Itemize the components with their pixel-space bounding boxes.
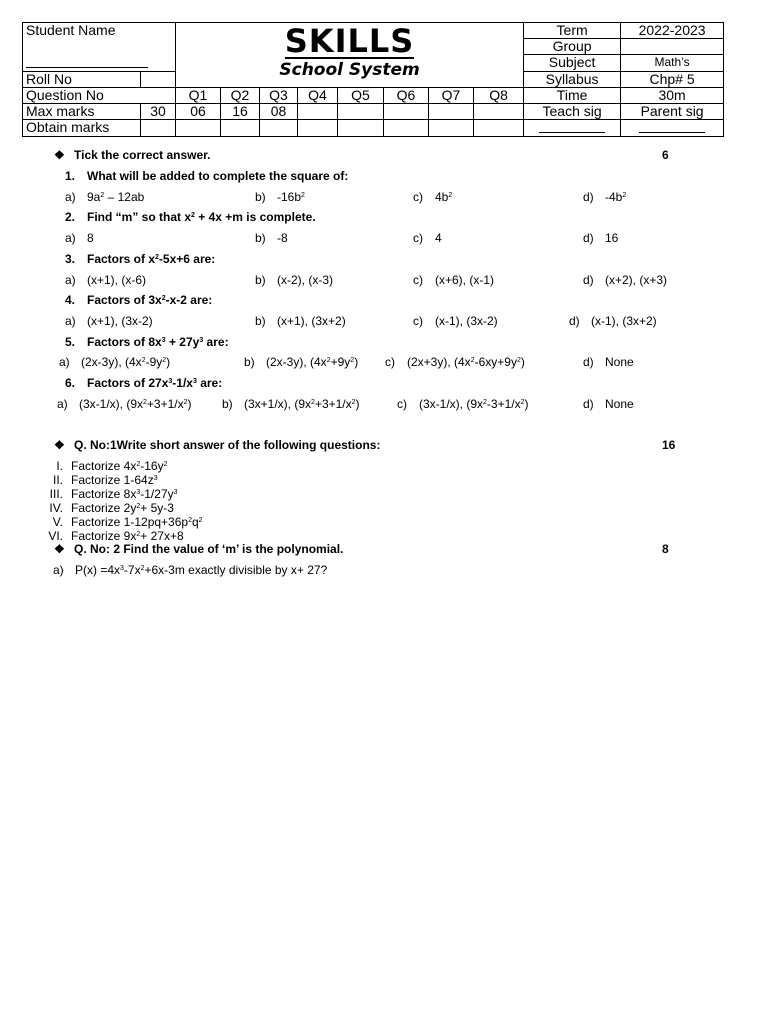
- mcq-option[interactable]: [65, 231, 94, 245]
- question-number: 3.: [65, 252, 76, 266]
- mcq-option[interactable]: [65, 273, 146, 287]
- q-label: Q7: [429, 87, 474, 103]
- mcq-option[interactable]: [413, 273, 494, 287]
- section-mcq-heading: [54, 148, 211, 162]
- short-question-text: Factorize $1-12pq+36p^2q^2$: [71, 515, 203, 529]
- mcq-option[interactable]: [397, 397, 529, 411]
- obtain-q-field[interactable]: [384, 119, 429, 136]
- option-text: (x+2), (x+3): [605, 273, 668, 287]
- section-marks: 16: [662, 438, 676, 452]
- question-text: Find “m” so that $x^2 + 4x +m$ is complete.: [87, 210, 316, 224]
- parent-sig-line: [639, 120, 705, 133]
- option-letter: a): [65, 190, 76, 204]
- short-question: [30, 529, 184, 543]
- student-name-field[interactable]: [23, 39, 176, 55]
- total-max-marks: 30: [141, 103, 176, 119]
- option-letter: b): [255, 231, 266, 245]
- parent-sig-label: Parent sig: [621, 103, 724, 119]
- q-max-marks: 16: [221, 103, 260, 119]
- section-marks: 6: [662, 148, 669, 162]
- q-max-marks: [429, 103, 474, 119]
- q-label: Q5: [338, 87, 384, 103]
- short-question: [30, 515, 203, 529]
- mcq-option[interactable]: [583, 190, 626, 204]
- item-letter: a): [53, 563, 64, 577]
- subject-value: Math’s: [621, 55, 724, 72]
- option-letter: b): [244, 355, 255, 369]
- option-text: $-4b^2$: [605, 190, 627, 204]
- option-letter: c): [413, 314, 423, 328]
- q-label: Q8: [474, 87, 524, 103]
- roman-numeral: II.: [52, 473, 63, 487]
- poly-question: [53, 563, 327, 577]
- roman-numeral: VI.: [48, 529, 63, 543]
- roman-numeral: V.: [52, 515, 63, 529]
- section-title: Tick the correct answer.: [74, 148, 211, 162]
- obtain-marks-label: Obtain marks: [23, 119, 141, 136]
- short-question: [30, 473, 158, 487]
- option-text: (3x+1/x), $(9x^2+3+1/x^2)$: [244, 397, 360, 411]
- q-label: Q4: [298, 87, 338, 103]
- option-letter: a): [65, 314, 76, 328]
- q-label: Q2: [221, 87, 260, 103]
- short-question: [30, 487, 178, 501]
- group-label: Group: [524, 39, 621, 55]
- q-label: Q1: [176, 87, 221, 103]
- obtain-q-field[interactable]: [221, 119, 260, 136]
- mcq-option[interactable]: [385, 355, 525, 369]
- option-text: $-16b^2$: [277, 190, 305, 204]
- mcq-option[interactable]: [583, 273, 667, 287]
- header-table: [22, 22, 724, 137]
- option-text: (x+1), (3x-2): [87, 314, 153, 328]
- mcq-option[interactable]: [413, 190, 452, 204]
- obtain-q-field[interactable]: [260, 119, 298, 136]
- short-question-text: Factorize $2y^2+ 5y-3$: [71, 501, 174, 515]
- roll-no-label: Roll No: [23, 71, 141, 87]
- option-text: $9a^2 - 12ab$: [87, 190, 145, 204]
- roman-numeral: I.: [56, 459, 63, 473]
- section-short-heading: [54, 438, 380, 452]
- group-value[interactable]: [621, 39, 724, 55]
- q-max-marks: 08: [260, 103, 298, 119]
- option-text: None: [605, 355, 634, 369]
- option-letter: a): [59, 355, 70, 369]
- short-question-text: Factorize $9x^2+ 27x+8$: [71, 529, 184, 543]
- diamond-bullet-icon: ❖: [54, 542, 65, 556]
- q-max-marks: [338, 103, 384, 119]
- diamond-bullet-icon: ❖: [54, 148, 65, 162]
- question-text: Factors of $8x^3 + 27y^3$ are:: [87, 335, 229, 349]
- option-text: (x-1), (3x-2): [435, 314, 498, 328]
- option-text: (2x-3y), $(4x^2-9y^2)$: [81, 355, 171, 369]
- option-letter: a): [65, 273, 76, 287]
- option-text: 4: [435, 231, 442, 245]
- option-letter: d): [569, 314, 580, 328]
- poly-question-text: $P(x) =4x^3-7x^2+6x-3m$ exactly divisible by x+ 27?: [75, 563, 328, 577]
- subject-label: Subject: [524, 55, 621, 72]
- student-name-label: Student Name: [23, 23, 176, 39]
- option-text: (3x-1/x), $(9x^2+3+1/x^2)$: [79, 397, 192, 411]
- roll-no-field[interactable]: [141, 71, 176, 87]
- question-text: Factors of $27x^3-1/x^3$ are:: [87, 376, 223, 390]
- option-text: (x-1), (3x+2): [591, 314, 657, 328]
- obtain-q-field[interactable]: [298, 119, 338, 136]
- teach-sig-field[interactable]: [524, 119, 621, 136]
- mcq-question: [65, 376, 222, 390]
- section-title: Q. No: 2 Find the value of ‘m’ is the polynomial.: [74, 542, 344, 556]
- school-subtitle: School System: [279, 60, 420, 80]
- q-max-marks: [298, 103, 338, 119]
- mcq-question: [65, 210, 316, 224]
- option-letter: b): [255, 273, 266, 287]
- section-poly-heading: [54, 542, 343, 556]
- option-letter: c): [413, 190, 423, 204]
- diamond-bullet-icon: ❖: [54, 438, 65, 452]
- option-text: (x+1), (3x+2): [277, 314, 346, 328]
- obtain-q-field[interactable]: [429, 119, 474, 136]
- question-number: 2.: [65, 210, 76, 224]
- mcq-question: [65, 252, 215, 266]
- option-letter: d): [583, 190, 594, 204]
- mcq-option[interactable]: [255, 314, 346, 328]
- mcq-option[interactable]: [583, 231, 618, 245]
- school-title: SKILLS: [284, 22, 415, 60]
- mcq-option[interactable]: [583, 397, 634, 411]
- teach-sig-line: [539, 120, 605, 133]
- school-logo: [176, 23, 524, 88]
- time-value: 30m: [621, 87, 724, 103]
- question-number: 5.: [65, 335, 76, 349]
- section-marks: 8: [662, 542, 669, 556]
- mcq-question: [65, 169, 348, 183]
- mcq-option[interactable]: [57, 397, 192, 411]
- option-text: $4b^2$: [435, 190, 453, 204]
- student-name-underline-cell[interactable]: [23, 55, 176, 72]
- mcq-option[interactable]: [255, 231, 288, 245]
- option-letter: c): [413, 273, 423, 287]
- term-label: Term: [524, 23, 621, 39]
- q-max-marks: [474, 103, 524, 119]
- option-letter: b): [222, 397, 233, 411]
- question-text: What will be added to complete the square of:: [87, 169, 349, 183]
- question-number: 4.: [65, 293, 76, 307]
- question-number: 6.: [65, 376, 76, 390]
- mcq-option[interactable]: [583, 355, 634, 369]
- short-question: [30, 459, 168, 473]
- option-text: (x+6), (x-1): [435, 273, 495, 287]
- option-text: (2x+3y), $(4x^2-6xy+9y^2)$: [407, 355, 525, 369]
- short-question-text: Factorize $1-64z^3$: [71, 473, 158, 487]
- option-letter: d): [583, 273, 594, 287]
- mcq-option[interactable]: [65, 314, 153, 328]
- option-letter: b): [255, 314, 266, 328]
- roman-numeral: IV.: [49, 501, 63, 515]
- option-text: (2x-3y), $(4x^2+9y^2)$: [266, 355, 359, 369]
- option-letter: d): [583, 231, 594, 245]
- option-text: (3x-1/x), $(9x^2-3+1/x^2)$: [419, 397, 529, 411]
- option-text: None: [605, 397, 634, 411]
- option-letter: a): [57, 397, 68, 411]
- option-letter: c): [413, 231, 423, 245]
- mcq-option[interactable]: [413, 231, 442, 245]
- section-title: Q. No:1Write short answer of the following questions:: [74, 438, 381, 452]
- student-name-underline: [26, 55, 148, 68]
- mcq-option[interactable]: [255, 273, 333, 287]
- syllabus-label: Syllabus: [524, 71, 621, 87]
- parent-sig-field[interactable]: [621, 119, 724, 136]
- mcq-option[interactable]: [59, 355, 170, 369]
- mcq-question: [65, 293, 212, 307]
- mcq-option[interactable]: [569, 314, 657, 328]
- mcq-option[interactable]: [244, 355, 358, 369]
- mcq-option[interactable]: [65, 190, 144, 204]
- option-letter: a): [65, 231, 76, 245]
- short-question-text: Factorize $4x^2-16y^2$: [71, 459, 168, 473]
- option-text: 8: [87, 231, 94, 245]
- option-letter: b): [255, 190, 266, 204]
- term-value: 2022-2023: [621, 23, 724, 39]
- option-text: (x+1), (x-6): [87, 273, 147, 287]
- syllabus-value: Chp# 5: [621, 71, 724, 87]
- short-question-text: Factorize $8x^3-1/27y^3$: [71, 487, 178, 501]
- obtain-q-field[interactable]: [176, 119, 221, 136]
- option-text: (x-2), (x-3): [277, 273, 333, 287]
- q-label: Q3: [260, 87, 298, 103]
- obtain-total-field[interactable]: [141, 119, 176, 136]
- mcq-option[interactable]: [413, 314, 498, 328]
- max-marks-label: Max marks: [23, 103, 141, 119]
- option-letter: c): [397, 397, 407, 411]
- q-label: Q6: [384, 87, 429, 103]
- option-letter: d): [583, 397, 594, 411]
- obtain-q-field[interactable]: [474, 119, 524, 136]
- option-text: -8: [277, 231, 288, 245]
- question-text: Factors of $3x^2-x-2$ are:: [87, 293, 213, 307]
- short-question: [30, 501, 174, 515]
- option-letter: d): [583, 355, 594, 369]
- mcq-option[interactable]: [222, 397, 360, 411]
- option-text: 16: [605, 231, 619, 245]
- mcq-option[interactable]: [255, 190, 305, 204]
- teach-sig-label: Teach sig: [524, 103, 621, 119]
- option-letter: c): [385, 355, 395, 369]
- obtain-q-field[interactable]: [338, 119, 384, 136]
- time-label: Time: [524, 87, 621, 103]
- q-max-marks: 06: [176, 103, 221, 119]
- mcq-question: [65, 335, 229, 349]
- question-number: 1.: [65, 169, 76, 183]
- q-max-marks: [384, 103, 429, 119]
- roman-numeral: III.: [49, 487, 63, 501]
- question-text: Factors of $x^2-5x+6$ are:: [87, 252, 216, 266]
- question-no-label: Question No: [23, 87, 176, 103]
